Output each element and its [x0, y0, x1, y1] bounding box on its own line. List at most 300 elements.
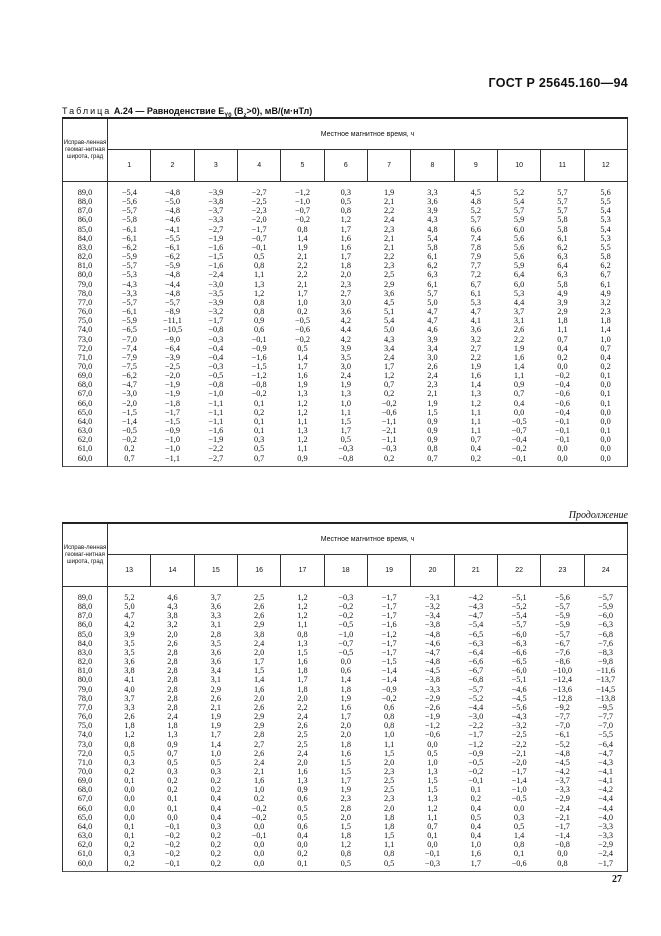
value-cell: 1,9 — [427, 398, 438, 408]
value-cell: 0,1 — [124, 831, 135, 841]
value-cell: 0,2 — [124, 766, 135, 776]
value-cell: −0,8 — [338, 453, 354, 463]
value-cell: −6,2 — [121, 371, 137, 381]
value-cell: −5,1 — [511, 675, 527, 685]
value-cell: 0,4 — [210, 812, 221, 822]
value-cell: 1,7 — [340, 252, 351, 262]
value-cell: 5,7 — [427, 288, 438, 298]
value-cell: 6,2 — [557, 242, 568, 252]
value-cell: 4,3 — [167, 602, 178, 612]
value-cell: 0,0 — [427, 739, 438, 749]
value-cell: 3,4 — [210, 666, 221, 676]
value-cell: 0,0 — [513, 803, 525, 813]
latitude-cell: 62,0 — [63, 840, 108, 849]
value-cell: 1,8 — [383, 821, 395, 831]
value-cell: 0,0 — [557, 361, 568, 371]
value-cell: 0,8 — [253, 261, 265, 271]
value-cell: 3,7 — [210, 593, 221, 602]
value-cell: 6,3 — [557, 252, 568, 262]
value-cell: 1,6 — [297, 766, 308, 776]
value-cell: 1,0 — [253, 785, 265, 795]
value-cell: 3,5 — [124, 647, 135, 657]
value-cell: 5,5 — [584, 243, 627, 252]
value-cell: −5,0 — [164, 197, 181, 207]
value-cell: −4,7 — [121, 380, 137, 390]
value-cell: 1,7 — [340, 712, 351, 722]
value-cell: 6,7 — [584, 270, 627, 279]
value-cell: 1,0 — [340, 398, 351, 408]
value-cell: 5,4 — [513, 197, 525, 207]
value-cell: −6,0 — [511, 666, 527, 676]
value-cell: −6,7 — [554, 638, 570, 648]
value-cell: 1,7 — [340, 224, 351, 234]
value-cell: −4,6 — [164, 215, 181, 225]
value-cell: −5,7 — [584, 587, 627, 603]
latitude-cell: 84,0 — [63, 639, 108, 648]
value-cell: 5,7 — [470, 215, 481, 225]
value-cell: 0,8 — [297, 224, 308, 234]
value-cell: 0,9 — [427, 435, 438, 445]
value-cell: 1,3 — [340, 389, 351, 399]
value-cell: −2,5 — [251, 197, 267, 207]
value-cell: 1,7 — [297, 288, 308, 298]
value-cell: 0,7 — [253, 453, 265, 463]
value-cell: 2,8 — [167, 657, 178, 667]
value-cell: 1,0 — [427, 757, 438, 767]
latitude-cell: 62,0 — [63, 435, 108, 444]
value-cell: 0,8 — [340, 849, 351, 859]
value-cell: 4,3 — [383, 334, 395, 344]
value-cell: 5,4 — [584, 225, 627, 234]
latitude-cell: 63,0 — [63, 831, 108, 840]
value-cell: 1,9 — [383, 188, 395, 197]
latitude-cell: 88,0 — [63, 197, 108, 206]
value-cell: −1,1 — [208, 407, 224, 417]
value-cell: 0,2 — [210, 849, 221, 859]
caption-label: Таблица — [62, 106, 112, 116]
value-cell: 1,9 — [340, 785, 351, 795]
latitude-cell: 65,0 — [63, 408, 108, 417]
latitude-cell: 77,0 — [63, 703, 108, 712]
value-cell: −3,7 — [208, 206, 224, 216]
value-cell: −0,1 — [251, 334, 267, 344]
value-cell: 4,8 — [470, 197, 481, 207]
value-cell: −4,2 — [584, 785, 627, 794]
table-row — [63, 685, 628, 694]
value-cell: 2,8 — [167, 647, 178, 657]
value-cell: 0,1 — [167, 794, 178, 804]
value-cell: −0,1 — [468, 776, 484, 786]
value-cell: −0,7 — [251, 233, 267, 243]
value-cell: −0,4 — [208, 352, 224, 362]
table-row — [63, 813, 628, 822]
latitude-cell: 69,0 — [63, 371, 108, 380]
table-row — [63, 307, 628, 316]
value-cell: −6,0 — [584, 611, 627, 620]
value-cell: 3,0 — [340, 297, 351, 307]
value-cell: −0,4 — [554, 407, 570, 417]
value-cell: −1,7 — [381, 638, 397, 648]
value-cell: −3,8 — [208, 197, 224, 207]
value-cell: 2,5 — [297, 730, 308, 740]
latitude-cell: 78,0 — [63, 289, 108, 298]
value-cell: 6,4 — [513, 270, 525, 280]
value-cell: 0,0 — [124, 794, 135, 804]
value-cell: 1,1 — [383, 840, 395, 850]
value-cell: 2,7 — [340, 288, 351, 298]
value-cell: 2,3 — [584, 307, 627, 316]
value-cell: 1,0 — [297, 297, 308, 307]
table-row — [63, 620, 628, 629]
latitude-cell: 81,0 — [63, 666, 108, 675]
table-row — [63, 785, 628, 794]
value-cell: 2,4 — [297, 712, 308, 722]
value-cell: 2,0 — [297, 693, 308, 703]
value-cell: 1,8 — [340, 831, 351, 841]
value-cell: 1,2 — [383, 371, 395, 381]
value-cell: −1,2 — [381, 629, 397, 639]
value-cell: −8,9 — [164, 307, 181, 317]
value-cell: 0,5 — [383, 858, 395, 868]
value-cell: 1,1 — [513, 371, 525, 381]
value-cell: 6,2 — [584, 261, 627, 270]
value-cell: −1,6 — [208, 261, 224, 271]
value-cell: 1,3 — [297, 776, 308, 786]
value-cell: 0,2 — [383, 453, 395, 463]
value-cell: 1,9 — [470, 361, 481, 371]
value-cell: 0,9 — [297, 785, 308, 795]
value-cell: 3,9 — [427, 206, 438, 216]
value-cell: 4,5 — [470, 188, 481, 197]
value-cell: 2,0 — [167, 629, 178, 639]
table-row — [63, 794, 628, 803]
value-cell: 1,9 — [210, 712, 221, 722]
value-cell: −3,2 — [511, 721, 527, 731]
value-cell: 2,2 — [513, 334, 525, 344]
value-cell: 3,6 — [210, 602, 221, 612]
value-cell: −11,6 — [584, 666, 627, 675]
latitude-cell: 65,0 — [63, 813, 108, 822]
latitude-cell: 71,0 — [63, 758, 108, 767]
latitude-cell: 79,0 — [63, 280, 108, 289]
value-cell: 2,9 — [253, 712, 265, 722]
value-cell: 2,1 — [253, 766, 265, 776]
value-cell: 5,8 — [557, 215, 568, 225]
hour-header: 9 — [454, 150, 497, 182]
value-cell: −0,9 — [381, 684, 397, 694]
hour-header: 22 — [497, 555, 540, 587]
value-cell: 0,3 — [513, 812, 525, 822]
value-cell: −3,0 — [121, 389, 137, 399]
table-1 — [62, 117, 628, 467]
value-cell: −2,9 — [424, 693, 440, 703]
value-cell: −4,8 — [164, 270, 181, 280]
value-cell: −7,0 — [121, 334, 137, 344]
value-cell: −3,2 — [424, 602, 440, 612]
value-cell: −2,0 — [121, 398, 137, 408]
latitude-cell: 66,0 — [63, 804, 108, 813]
value-cell: 1,0 — [584, 335, 627, 344]
value-cell: 3,0 — [427, 352, 438, 362]
value-cell: −0,9 — [468, 748, 484, 758]
value-cell: 1,7 — [470, 858, 481, 868]
value-cell: 1,6 — [253, 776, 265, 786]
time-header: Местное магнитное время, ч — [108, 118, 628, 150]
value-cell: −5,7 — [511, 620, 527, 630]
latitude-cell: 86,0 — [63, 620, 108, 629]
value-cell: 0,7 — [383, 380, 395, 390]
value-cell: −0,6 — [424, 730, 440, 740]
table-row — [63, 344, 628, 353]
value-cell: 2,2 — [470, 352, 481, 362]
value-cell: 2,4 — [167, 712, 178, 722]
value-cell: 0,1 — [124, 776, 135, 786]
value-cell: 0,1 — [470, 785, 481, 795]
value-cell: −4,1 — [584, 776, 627, 785]
value-cell: −5,7 — [468, 684, 484, 694]
hour-header: 16 — [237, 555, 280, 587]
latitude-cell: 67,0 — [63, 389, 108, 398]
value-cell: −0,5 — [338, 647, 354, 657]
value-cell: −13,6 — [552, 684, 573, 694]
value-cell: −1,5 — [381, 657, 397, 667]
value-cell: 2,9 — [557, 307, 568, 317]
latitude-cell: 68,0 — [63, 785, 108, 794]
value-cell: 2,9 — [253, 620, 265, 630]
value-cell: −1,4 — [121, 416, 137, 426]
value-cell: 0,5 — [297, 343, 308, 353]
value-cell: 1,9 — [513, 343, 525, 353]
latitude-cell: 83,0 — [63, 648, 108, 657]
value-cell: 0,4 — [513, 398, 525, 408]
value-cell: 3,3 — [427, 188, 438, 197]
value-cell: −0,7 — [294, 206, 310, 216]
value-cell: 2,4 — [297, 748, 308, 758]
value-cell: −0,2 — [121, 435, 137, 445]
value-cell: 7,7 — [470, 261, 481, 271]
value-cell: 0,7 — [427, 453, 438, 463]
table-row — [63, 335, 628, 344]
table-row — [63, 243, 628, 252]
value-cell: 5,4 — [383, 316, 395, 326]
value-cell: 4,7 — [470, 307, 481, 317]
value-cell: 2,0 — [340, 812, 351, 822]
table-row — [63, 675, 628, 684]
value-cell: 3,8 — [253, 629, 265, 639]
value-cell: −0,3 — [424, 858, 440, 868]
value-cell: −1,7 — [381, 593, 397, 602]
value-cell: 0,2 — [167, 776, 178, 786]
value-cell: 2,6 — [253, 748, 265, 758]
value-cell: −13,7 — [584, 675, 627, 684]
value-cell: 1,2 — [297, 611, 308, 621]
value-cell: 2,1 — [383, 197, 395, 207]
value-cell: −0,2 — [381, 398, 397, 408]
value-cell: 0,0 — [513, 407, 525, 417]
value-cell: 2,5 — [383, 270, 395, 280]
latitude-cell: 80,0 — [63, 270, 108, 279]
value-cell: −9,0 — [164, 334, 181, 344]
value-cell: 5,0 — [427, 297, 438, 307]
value-cell: 1,5 — [340, 821, 351, 831]
value-cell: −1,2 — [251, 371, 267, 381]
value-cell: 0,5 — [297, 803, 308, 813]
value-cell: −0,2 — [338, 611, 354, 621]
value-cell: −0,2 — [294, 334, 310, 344]
value-cell: −6,8 — [468, 675, 484, 685]
value-cell: 5,6 — [584, 182, 627, 198]
value-cell: 2,8 — [210, 629, 221, 639]
value-cell: 1,9 — [340, 380, 351, 390]
value-cell: −8,3 — [584, 648, 627, 657]
hour-header: 12 — [584, 150, 627, 182]
value-cell: −12,4 — [552, 675, 573, 685]
value-cell: −3,8 — [424, 675, 440, 685]
value-cell: 0,5 — [470, 812, 481, 822]
value-cell: −2,2 — [468, 721, 484, 731]
table-row — [63, 289, 628, 298]
value-cell: −3,9 — [164, 352, 181, 362]
value-cell: 0,2 — [584, 362, 627, 371]
value-cell: 1,5 — [427, 407, 438, 417]
value-cell: −0,3 — [208, 334, 224, 344]
value-cell: 2,0 — [383, 803, 395, 813]
hour-header: 3 — [194, 150, 237, 182]
value-cell: 1,8 — [584, 316, 627, 325]
value-cell: −2,4 — [554, 803, 570, 813]
value-cell: −2,7 — [208, 224, 224, 234]
value-cell: 2,3 — [427, 380, 438, 390]
value-cell: 4,4 — [513, 297, 525, 307]
value-cell: 2,2 — [383, 252, 395, 262]
value-cell: −2,0 — [251, 215, 267, 225]
value-cell: −4,4 — [584, 794, 627, 803]
value-cell: 1,9 — [297, 380, 308, 390]
value-cell: 0,8 — [383, 712, 395, 722]
value-cell: −0,2 — [511, 444, 527, 454]
value-cell: −4,3 — [584, 758, 627, 767]
value-cell: 0,4 — [297, 831, 308, 841]
value-cell: 2,9 — [253, 721, 265, 731]
table-row — [63, 648, 628, 657]
value-cell: 1,6 — [470, 371, 481, 381]
value-cell: 2,0 — [340, 721, 351, 731]
value-cell: −0,2 — [381, 693, 397, 703]
value-cell: 1,4 — [297, 352, 308, 362]
value-cell: −1,4 — [381, 675, 397, 685]
value-cell: 3,5 — [210, 638, 221, 648]
latitude-cell: 87,0 — [63, 206, 108, 215]
value-cell: −0,5 — [338, 620, 354, 630]
value-cell: 1,7 — [340, 776, 351, 786]
table-row — [63, 426, 628, 435]
value-cell: 0,2 — [210, 831, 221, 841]
value-cell: −7,9 — [121, 352, 137, 362]
value-cell: 2,4 — [383, 352, 395, 362]
value-cell: 1,4 — [253, 675, 265, 685]
value-cell: 1,1 — [470, 426, 481, 436]
value-cell: 1,6 — [340, 702, 351, 712]
value-cell: 1,3 — [297, 638, 308, 648]
page-number: 27 — [612, 874, 622, 885]
value-cell: 0,0 — [340, 657, 351, 667]
value-cell: 0,0 — [124, 785, 135, 795]
value-cell: −6,7 — [468, 666, 484, 676]
value-cell: −6,3 — [511, 638, 527, 648]
value-cell: −1,6 — [251, 352, 267, 362]
value-cell: 6,3 — [557, 270, 568, 280]
value-cell: 1,5 — [340, 757, 351, 767]
value-cell: −1,4 — [554, 831, 570, 841]
value-cell: −2,2 — [208, 444, 224, 454]
value-cell: −6,0 — [511, 629, 527, 639]
value-cell: 2,5 — [297, 739, 308, 749]
value-cell: −0,5 — [468, 757, 484, 767]
value-cell: 0,5 — [340, 197, 351, 207]
value-cell: 5,8 — [557, 224, 568, 234]
value-cell: 4,6 — [167, 593, 178, 602]
value-cell: 2,8 — [167, 675, 178, 685]
value-cell: 4,2 — [124, 620, 135, 630]
value-cell: 0,5 — [210, 757, 221, 767]
value-cell: 4,0 — [124, 684, 135, 694]
value-cell: 2,4 — [383, 215, 395, 225]
value-cell: 0,1 — [513, 849, 525, 859]
value-cell: 1,5 — [427, 785, 438, 795]
value-cell: −3,3 — [208, 215, 224, 225]
value-cell: −5,1 — [511, 593, 527, 602]
table-row — [63, 611, 628, 620]
value-cell: −2,0 — [511, 757, 527, 767]
value-cell: −6,1 — [121, 224, 137, 234]
value-cell: 1,7 — [253, 657, 265, 667]
value-cell: −5,2 — [468, 693, 484, 703]
value-cell: 2,6 — [513, 325, 525, 335]
value-cell: −1,7 — [381, 602, 397, 612]
table-row — [63, 804, 628, 813]
value-cell: 1,2 — [253, 288, 265, 298]
value-cell: −1,7 — [381, 611, 397, 621]
table-row — [63, 657, 628, 666]
value-cell: −1,0 — [338, 629, 354, 639]
value-cell: 1,5 — [297, 647, 308, 657]
value-cell: 0,0 — [253, 821, 265, 831]
value-cell: 0,0 — [584, 454, 627, 467]
value-cell: 6,3 — [427, 270, 438, 280]
value-cell: −5,9 — [121, 316, 137, 326]
value-cell: 0,0 — [584, 380, 627, 389]
value-cell: 0,1 — [124, 821, 135, 831]
value-cell: −0,7 — [511, 426, 527, 436]
value-cell: −1,7 — [554, 821, 570, 831]
value-cell: −0,1 — [164, 821, 181, 831]
value-cell: −2,3 — [251, 206, 267, 216]
value-cell: −2,9 — [584, 840, 627, 849]
value-cell: −0,9 — [251, 343, 267, 353]
value-cell: −3,4 — [424, 611, 440, 621]
value-cell: −8,6 — [554, 657, 570, 667]
value-cell: −0,7 — [338, 638, 354, 648]
value-cell: 2,2 — [297, 270, 308, 280]
value-cell: −5,7 — [121, 206, 137, 216]
value-cell: 2,3 — [383, 794, 395, 804]
value-cell: 1,6 — [253, 684, 265, 694]
value-cell: 0,9 — [167, 739, 178, 749]
value-cell: 3,2 — [584, 298, 627, 307]
value-cell: 0,8 — [557, 858, 568, 868]
latitude-cell: 75,0 — [63, 316, 108, 325]
value-cell: −5,9 — [554, 611, 570, 621]
